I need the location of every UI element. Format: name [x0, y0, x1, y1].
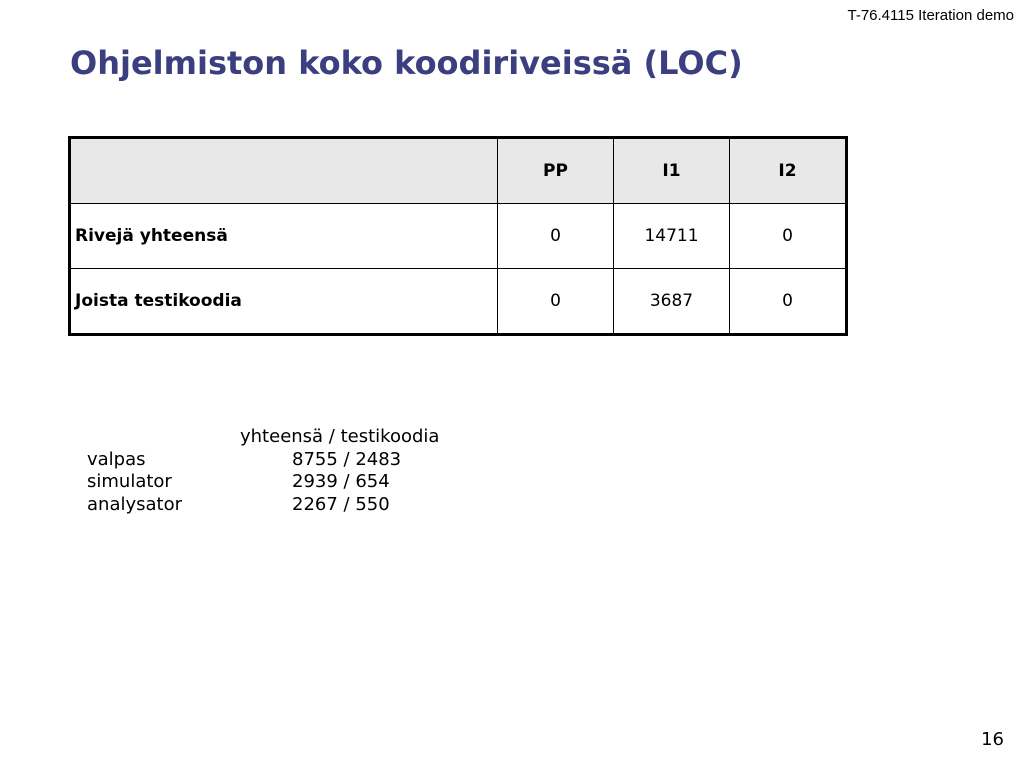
row-label: Rivejä yhteensä: [70, 204, 498, 269]
table-row: [70, 269, 847, 335]
table-header-i1: I1: [614, 138, 730, 204]
cell-value: 3687: [614, 269, 730, 335]
summary-row: [87, 449, 439, 472]
header-tag: T-76.4115 Iteration demo: [847, 7, 1014, 24]
summary-value: 8755 / 2483: [292, 448, 402, 470]
summary-name: analysator: [87, 493, 183, 515]
summary-name: simulator: [87, 471, 172, 492]
table-header-corner: [70, 138, 498, 204]
table-row: [70, 204, 847, 269]
summary-name: valpas: [87, 448, 146, 470]
table-header-pp: PP: [498, 138, 614, 204]
page-number: 16: [981, 729, 1004, 750]
row-label: Joista testikoodia: [70, 269, 498, 335]
summary-row: [87, 494, 439, 517]
summary-header: yhteensä / testikoodia: [240, 426, 440, 447]
cell-value: 0: [730, 269, 847, 335]
loc-table: [68, 136, 848, 336]
summary-value: 2939 / 654: [292, 471, 390, 492]
cell-value: 0: [730, 204, 847, 269]
cell-value: 0: [498, 269, 614, 335]
summary-row: [87, 471, 439, 494]
summary-block: [87, 426, 439, 516]
table-header-row: [70, 138, 847, 204]
slide-title: Ohjelmiston koko koodiriveissä (LOC): [70, 44, 743, 82]
cell-value: 0: [498, 204, 614, 269]
table-header-i2: I2: [730, 138, 847, 204]
cell-value: 14711: [614, 204, 730, 269]
summary-value: 2267 / 550: [292, 493, 390, 515]
